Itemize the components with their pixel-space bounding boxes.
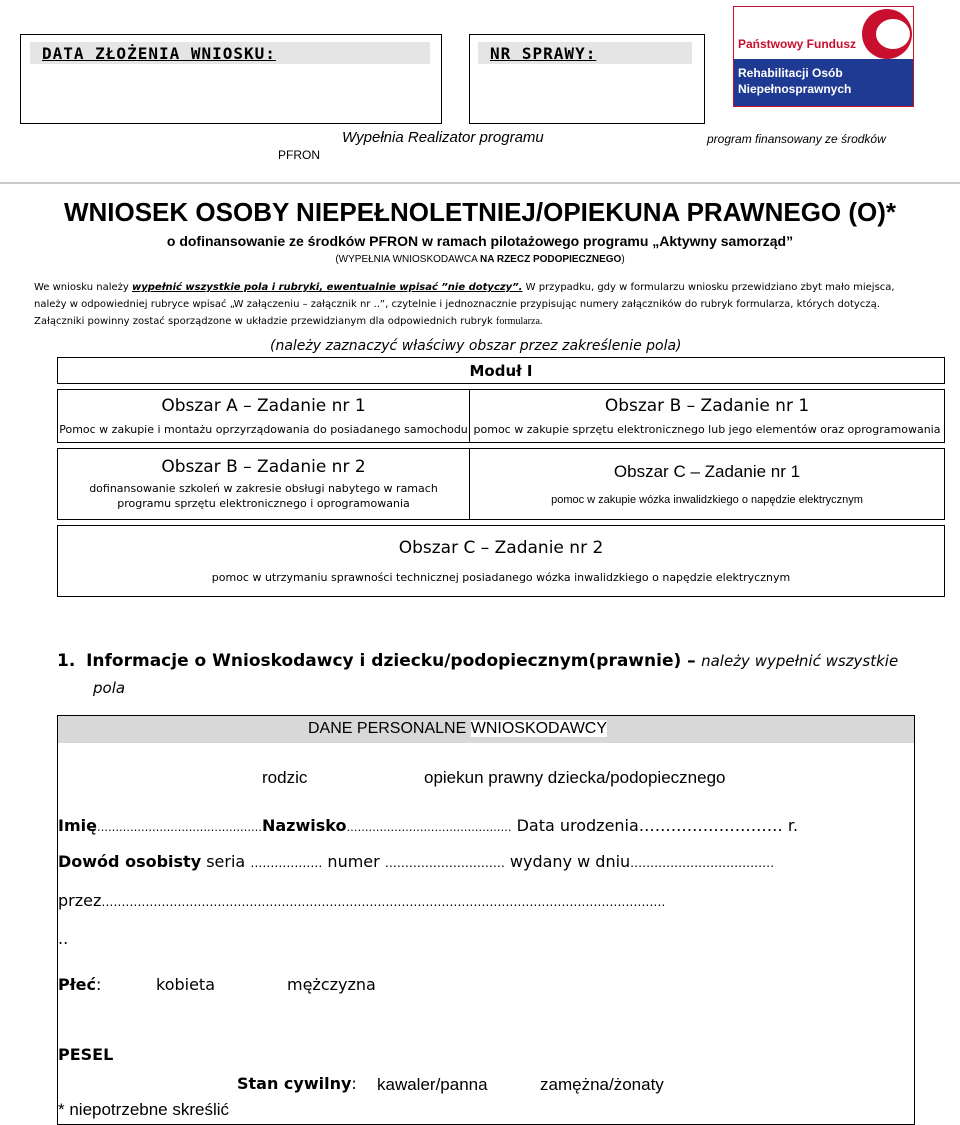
personal-heading-a: DANE PERSONALNE: [308, 720, 471, 737]
fill-prefix: (WYPEŁNIA WNIOSKODAWCA: [335, 254, 480, 265]
form-subtitle: o dofinansowanie ze środków PFRON w ramach pilotażowego programu „Aktywny samorząd”: [166, 233, 794, 249]
logo-blue-band: [734, 59, 913, 106]
by-field[interactable]: ……………………………………………………………………………………………………………………………: [101, 895, 666, 909]
by-label: przez: [58, 891, 102, 910]
id-row: [58, 852, 774, 871]
fill-note: Wypełnia Realizator programu: [342, 129, 544, 146]
option-single[interactable]: kawaler/panna: [377, 1075, 488, 1094]
dob-label: Data urodzenia: [516, 816, 639, 835]
area-c1-title: Obszar C – Zadanie nr 1: [613, 462, 801, 481]
option-female[interactable]: kobieta: [156, 975, 216, 994]
section1-title: Informacje o Wnioskodawcy i dziecku/podopiecznym(prawnie) –: [86, 651, 696, 671]
instr-emphasis: wypełnić wszystkie pola i rubryki, ewentualnie wpisać ”nie dotyczy”.: [132, 282, 523, 293]
issuer-row-cont[interactable]: ..: [58, 929, 69, 948]
name-row: [58, 816, 798, 835]
section1-note: należy wypełnić wszystkie: [701, 652, 899, 670]
logo-line3: Niepełnosprawnych: [738, 82, 852, 96]
logo-circle-icon: [862, 9, 912, 59]
dob-field[interactable]: ……………………… r.: [638, 816, 799, 835]
instr-line1: We wniosku należy wypełnić wszystkie pola i rubryki, ewentualnie wpisać ”nie dotyczy”. W przypadku, gdy w formularzu wniosku przewidziano zbyt mało miejsca,: [34, 282, 895, 293]
area-b2[interactable]: [57, 448, 470, 520]
submission-date-label: DATA ZŁOŻENIA WNIOSKU:: [30, 42, 430, 64]
area-c2-title: Obszar C – Zadanie nr 2: [398, 537, 604, 558]
area-b2-title: Obszar B – Zadanie nr 2: [161, 457, 366, 477]
area-b1[interactable]: [469, 389, 945, 443]
area-note: (należy zaznaczyć właściwy obszar przez zakreślenie pola: [270, 338, 677, 354]
number-field[interactable]: …………………………: [384, 856, 505, 870]
last-name-label: Nazwisko: [261, 816, 347, 835]
option-male[interactable]: mężczyzna: [287, 975, 376, 994]
area-c2-desc: pomoc w utrzymaniu sprawności technicznej posiadanego wózka inwalidzkiego o napędzie elektrycznym: [211, 570, 791, 584]
instr-line2: należy w odpowiedniej rubryce wpisać „W załączeniu – załącznik nr ..”, czytelnie i jednoznacznie przypisując numery załączników do rubryk formularza, których dotyczą.: [34, 299, 880, 310]
fill-suffix: ): [621, 254, 625, 265]
section1-number: 1.: [57, 651, 76, 671]
sex-label: Płeć:: [58, 975, 102, 994]
section1-heading: [57, 651, 898, 671]
area-a1-desc: Pomoc w zakupie i montażu oprzyrządowania do posiadanego samochodu: [59, 422, 468, 436]
area-b1-desc: pomoc w zakupie sprzętu elektronicznego lub jego elementów oraz oprogramowania: [473, 422, 941, 436]
personal-heading: [308, 720, 607, 738]
footnote: * niepotrzebne skreślić: [58, 1100, 230, 1119]
first-name-field[interactable]: ………………………………………: [96, 821, 262, 834]
marital-label: Stan cywilny: [237, 1074, 352, 1093]
area-c1-desc: pomoc w zakupie wózka inwalidzkiego o napędzie elektrycznym: [551, 494, 863, 506]
pfron-logo: [733, 6, 914, 107]
pesel-label: PESEL: [58, 1045, 114, 1064]
issuer-row: [58, 891, 908, 910]
series-field[interactable]: ………………: [250, 856, 323, 870]
option-guardian[interactable]: opiekun prawny dziecka/podopiecznego: [424, 768, 726, 787]
area-b1-title: Obszar B – Zadanie nr 1: [604, 395, 810, 416]
logo-line2: Rehabilitacji Osób: [738, 66, 843, 80]
case-number-label: NR SPRAWY:: [478, 42, 692, 64]
marital-row: Stan cywilny:: [237, 1074, 357, 1093]
area-c1[interactable]: [469, 448, 945, 520]
instructions: [34, 279, 934, 330]
module-title[interactable]: Moduł I: [57, 357, 945, 384]
first-name-label: Imię: [58, 816, 97, 835]
logo-line1: Państwowy Fundusz: [738, 37, 857, 51]
issued-field[interactable]: ………………………………: [630, 856, 775, 870]
series-label: seria: [206, 852, 246, 871]
pfron-small: PFRON: [278, 148, 320, 162]
financed-note: program finansowany ze środków: [707, 132, 886, 146]
area-a1-title: Obszar A – Zadanie nr 1: [161, 395, 366, 416]
id-doc-label: Dowód osobisty: [58, 852, 202, 871]
header-divider: [0, 182, 960, 184]
option-married[interactable]: zamężna/żonaty: [540, 1075, 664, 1094]
area-c2[interactable]: [57, 525, 945, 597]
number-label: numer: [327, 852, 380, 871]
fill-bold: NA RZECZ PODOPIECZNEGO: [480, 254, 622, 265]
form-title: WNIOSEK OSOBY NIEPEŁNOLETNIEJ/OPIEKUNA PRAWNEGO (O)*: [63, 197, 897, 227]
area-a1[interactable]: [57, 389, 470, 443]
fill-instruction: [0, 254, 960, 265]
area-note-paren: ): [676, 338, 682, 354]
section1-note2: pola: [93, 679, 126, 697]
sex-label-text: Płeć: [58, 975, 96, 994]
option-parent[interactable]: rodzic: [262, 768, 308, 787]
personal-heading-b: WNIOSKODAWCY: [470, 720, 608, 737]
instr-line3: Załączniki powinny zostać sporządzone w układzie przewidzianym dla odpowiednich rubryk formularza.: [34, 316, 543, 327]
issued-label: wydany w dniu: [509, 852, 631, 871]
last-name-field[interactable]: ………………………………………: [346, 821, 512, 834]
area-b2-desc: dofinansowanie szkoleń w zakresie obsługi nabytego w ramach programu sprzętu elektronicznego i oprogramowania: [89, 482, 438, 510]
